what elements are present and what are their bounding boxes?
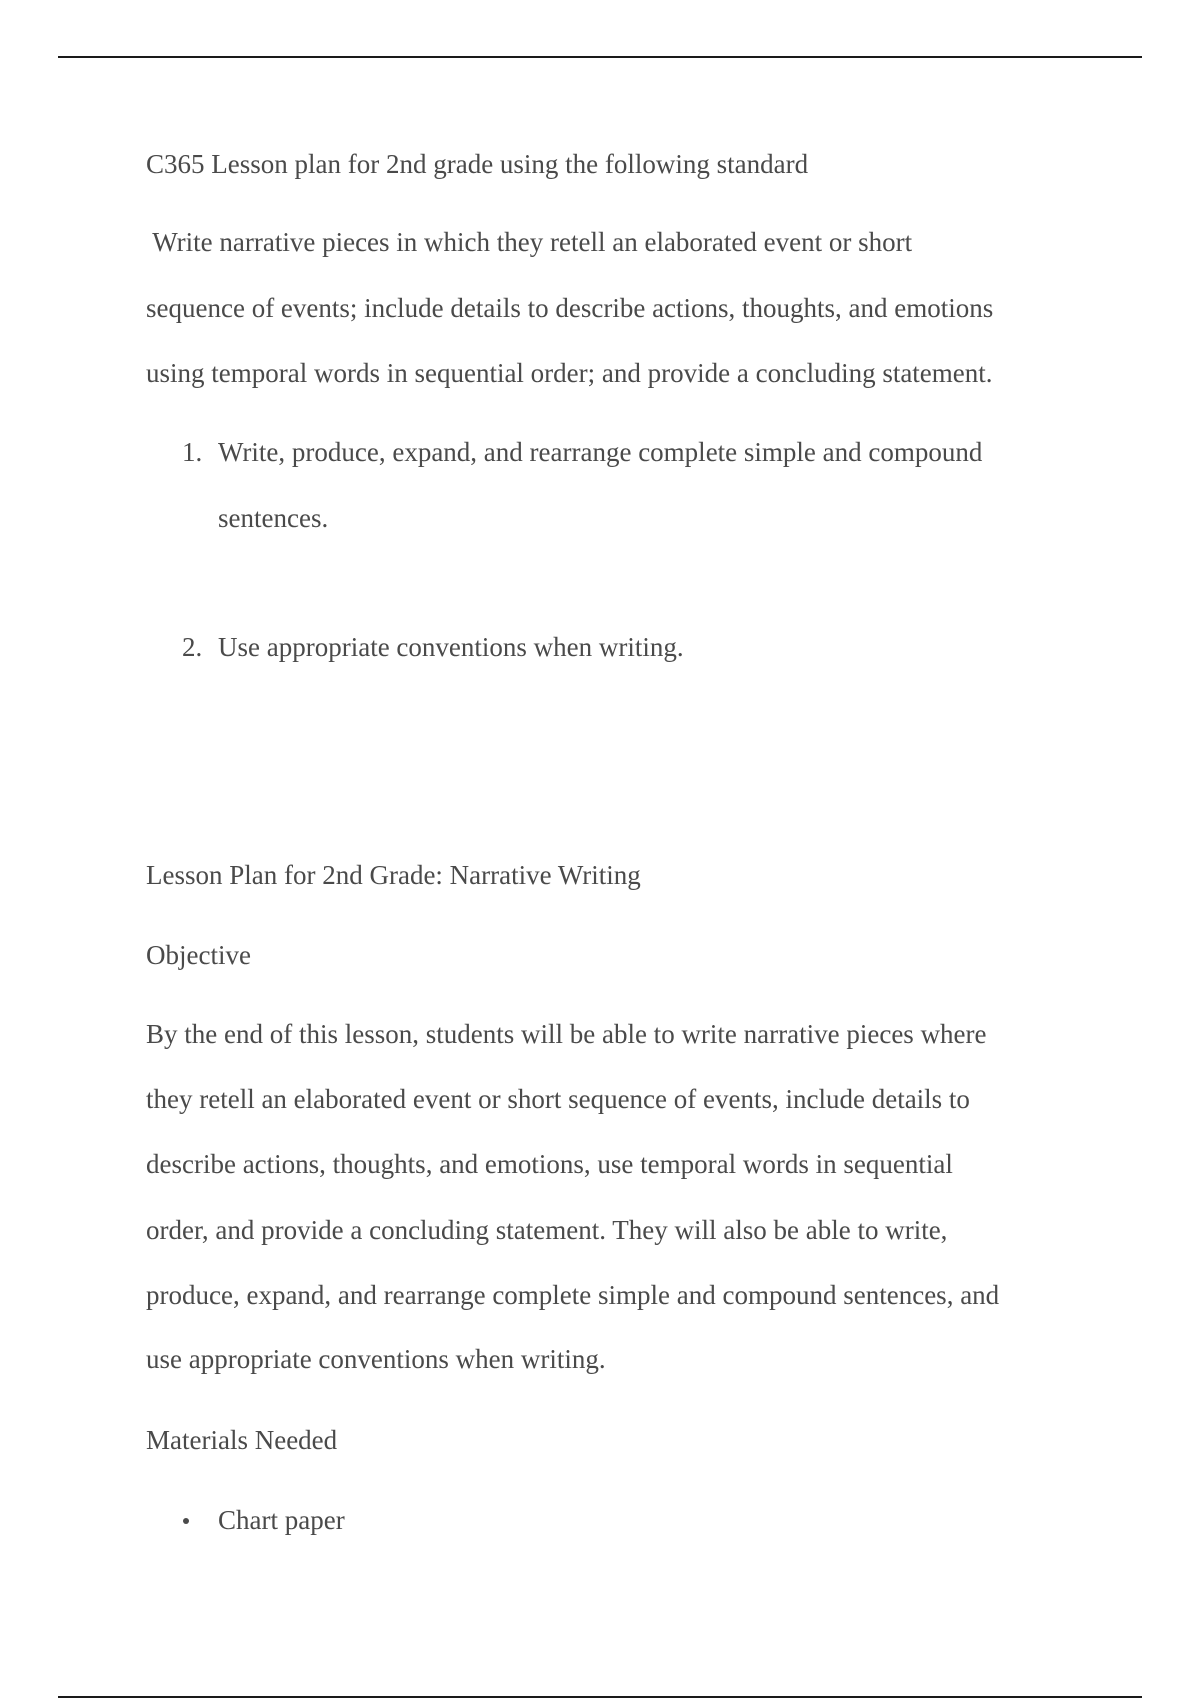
page-top-rule [58, 56, 1142, 58]
materials-heading: Materials Needed [146, 1425, 338, 1455]
numbered-list-marker-2: 2. [182, 632, 203, 662]
objective-line-6: use appropriate conventions when writing. [146, 1344, 606, 1374]
objective-heading: Objective [146, 940, 251, 970]
standard-line-3: using temporal words in sequential order; and provide a concluding statement. [146, 358, 993, 388]
objective-line-3: describe actions, thoughts, and emotions, use temporal words in sequential [146, 1149, 953, 1179]
materials-list-item: Chart paper [218, 1505, 345, 1535]
bullet-icon [183, 1518, 189, 1524]
numbered-list-item-1-line-1: Write, produce, expand, and rearrange complete simple and compound [218, 437, 983, 467]
lesson-title: Lesson Plan for 2nd Grade: Narrative Writing [146, 860, 641, 890]
objective-line-2: they retell an elaborated event or short sequence of events, include details to [146, 1084, 970, 1114]
objective-line-4: order, and provide a concluding statement. They will also be able to write, [146, 1215, 948, 1245]
objective-line-5: produce, expand, and rearrange complete simple and compound sentences, and [146, 1280, 1000, 1310]
objective-line-1: By the end of this lesson, students will be able to write narrative pieces where [146, 1019, 987, 1049]
standard-line-1: Write narrative pieces in which they retell an elaborated event or short [146, 227, 913, 257]
standard-line-2: sequence of events; include details to describe actions, thoughts, and emotions [146, 293, 994, 323]
page-bottom-rule [58, 1696, 1142, 1698]
numbered-list-item-2-line-1: Use appropriate conventions when writing. [218, 632, 684, 662]
numbered-list-item-1-line-2: sentences. [218, 503, 329, 533]
numbered-list-marker-1: 1. [182, 437, 203, 467]
document-title: C365 Lesson plan for 2nd grade using the following standard [146, 149, 809, 179]
